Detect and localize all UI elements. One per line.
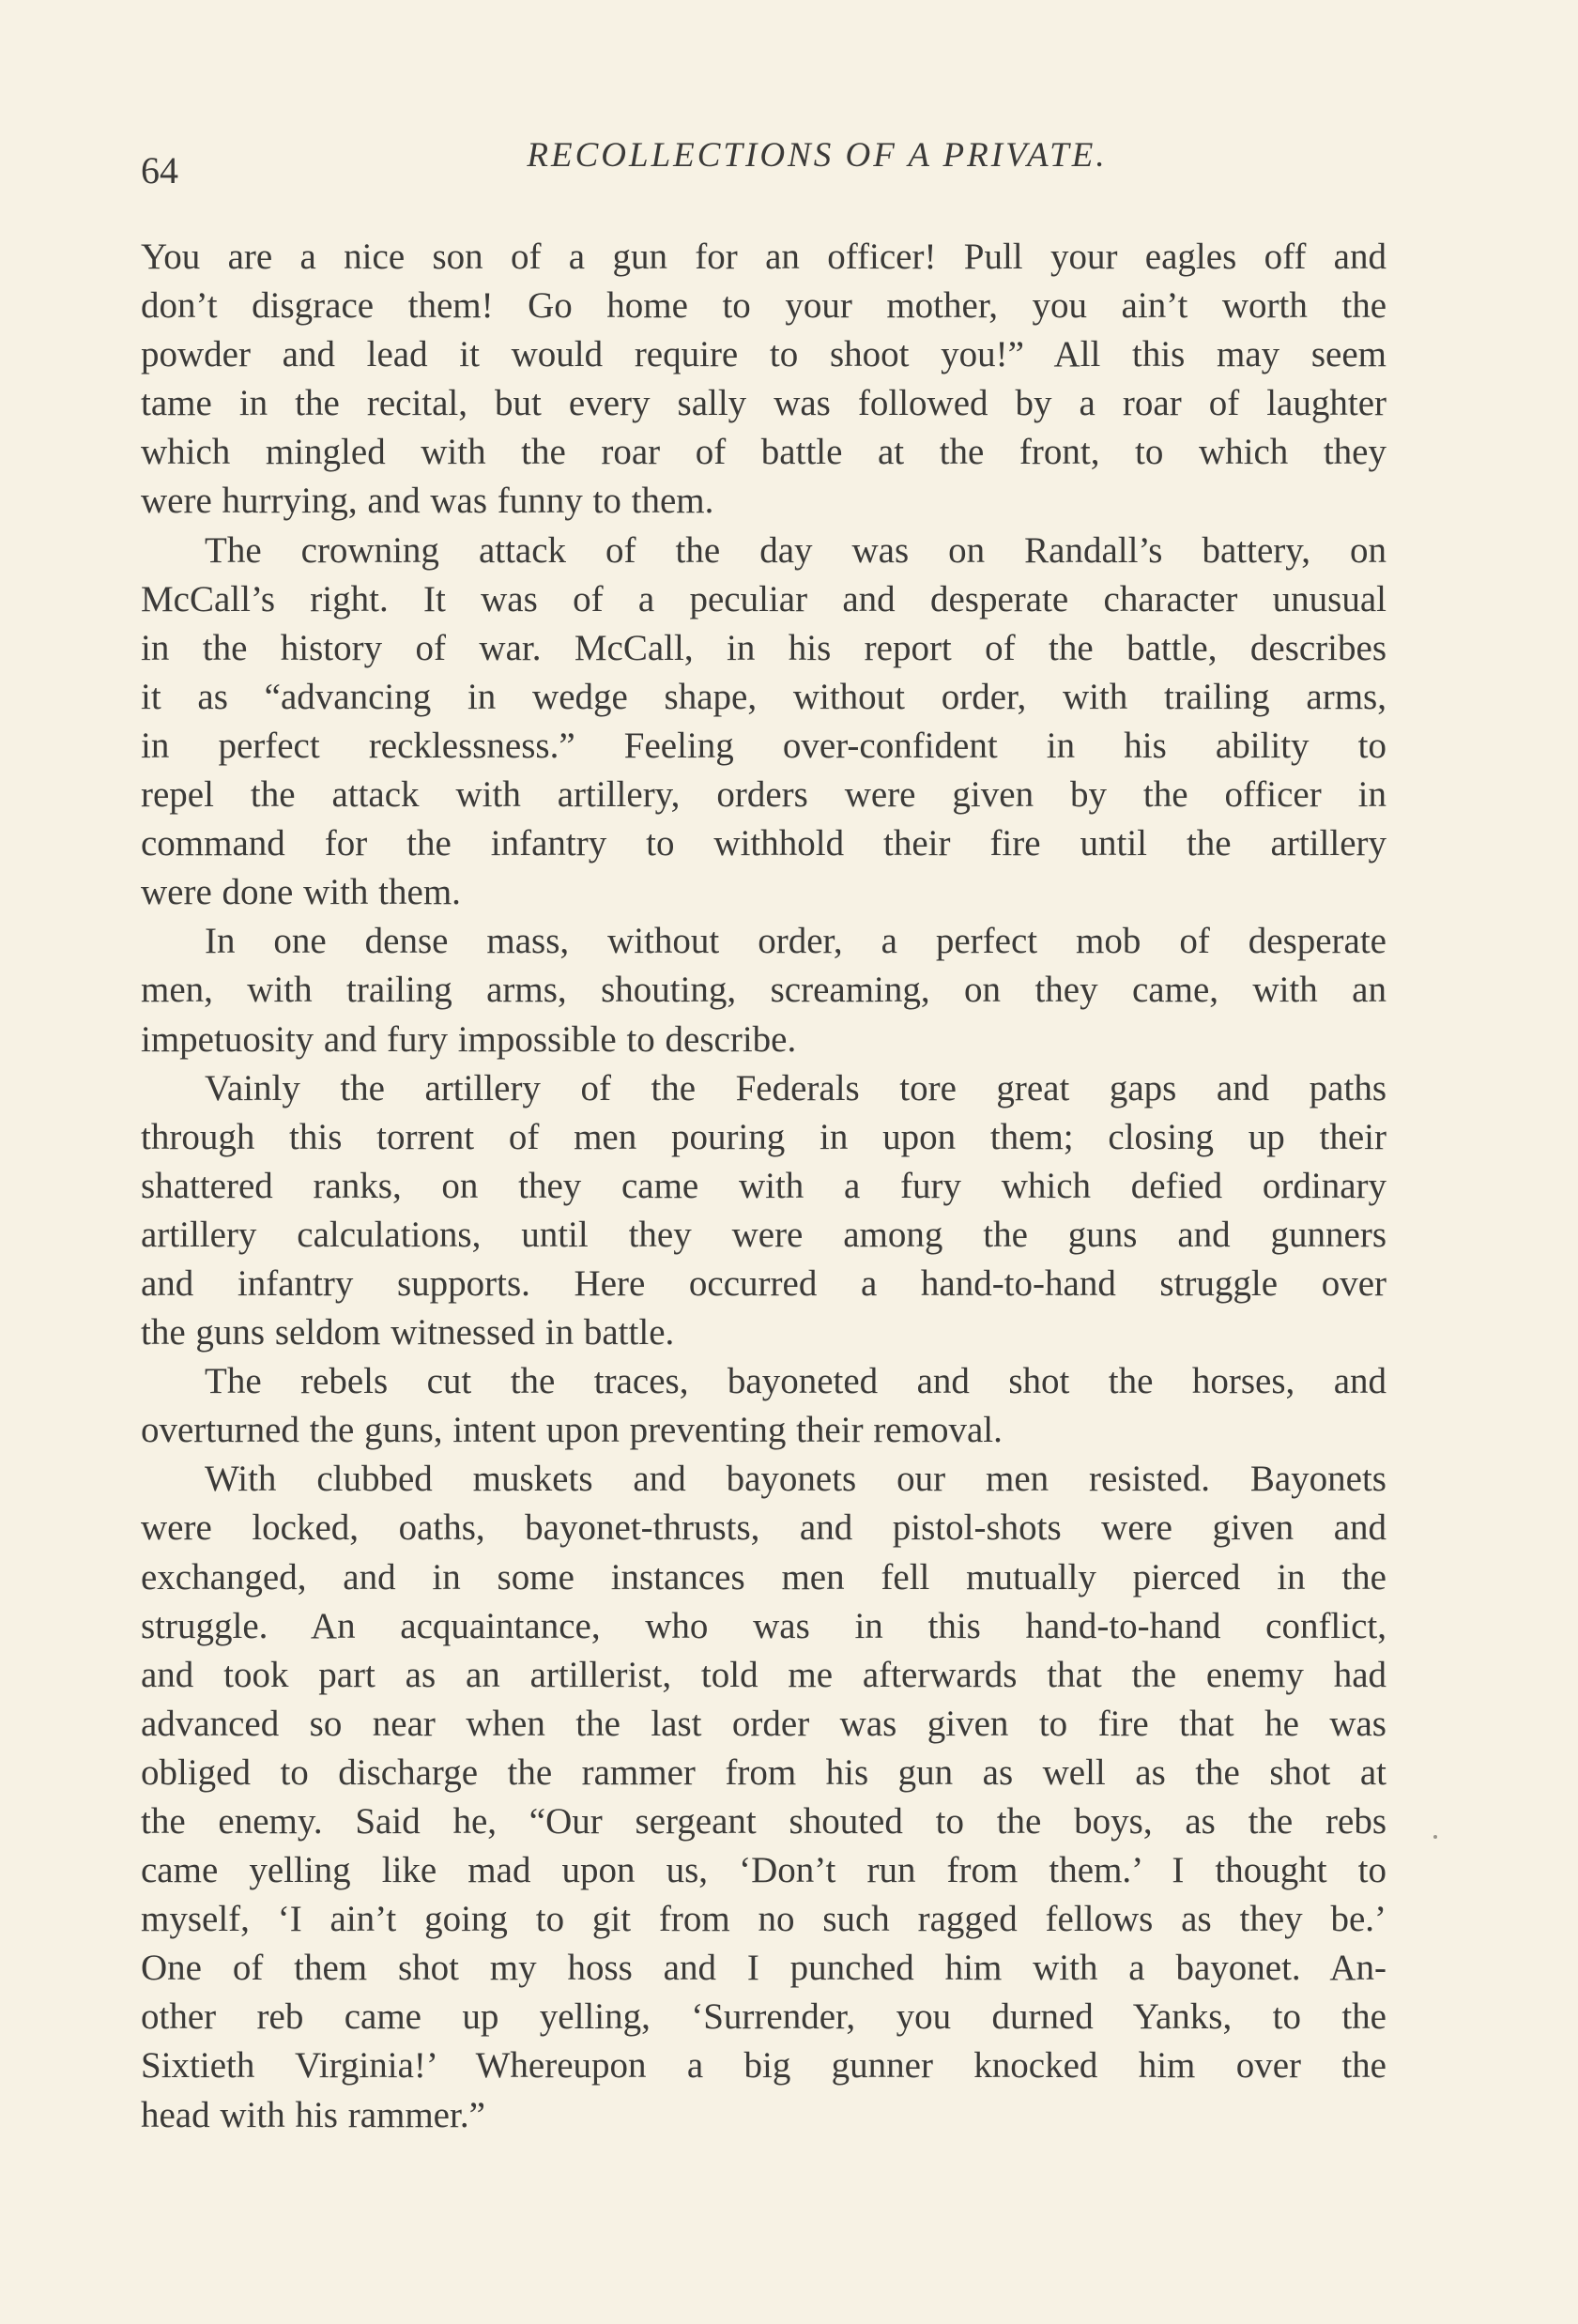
text-line: Sixtieth Virginia!’ Whereupon a big gunner knocked him over the (141, 2045, 1386, 2087)
text-line: Vainly the artillery of the Federals tore great gaps and paths (205, 1067, 1386, 1108)
page-number: 64 (141, 149, 178, 191)
text-line: The crowning attack of the day was on Randall’s battery, on (205, 529, 1386, 571)
text-line: were hurrying, and was funny to them. (141, 481, 714, 522)
paragraph (141, 1455, 1386, 2139)
text-line: head with his rammer.” (141, 2094, 485, 2135)
text-line: came yelling like mad upon us, ‘Don’t run from them.’ I thought to (141, 1850, 1386, 1891)
text-line: impetuosity and fury impossible to describe. (141, 1018, 797, 1060)
text-line: men, with trailing arms, shouting, screaming, on they came, with an (141, 970, 1386, 1011)
text-line: and infantry supports. Here occurred a hand-to-hand struggle over (141, 1262, 1386, 1304)
text-line: artillery calculations, until they were among the guns and gunners (141, 1214, 1386, 1255)
text-line: and took part as an artillerist, told me afterwards that the enemy had (141, 1654, 1386, 1695)
text-line: The rebels cut the traces, bayoneted and shot the horses, and (205, 1361, 1386, 1402)
text-line: advanced so near when the last order was given to fire that he was (141, 1703, 1386, 1744)
text-line: other reb came up yelling, ‘Surrender, you durned Yanks, to the (141, 1996, 1386, 2038)
text-line: in the history of war. McCall, in his report of the battle, describes (141, 627, 1386, 668)
text-line: the enemy. Said he, “Our sergeant shouted to the boys, as the rebs (141, 1801, 1386, 1842)
text-line: command for the infantry to withhold their fire until the artillery (141, 823, 1386, 864)
body-text (141, 233, 1386, 2140)
text-line: shattered ranks, on they came with a fury which defied ordinary (141, 1165, 1386, 1206)
paragraph (141, 1357, 1386, 1455)
text-line: it as “advancing in wedge shape, without order, with trailing arms, (141, 676, 1386, 717)
text-line: exchanged, and in some instances men fell mutually pierced in the (141, 1556, 1386, 1598)
text-line: don’t disgrace them! Go home to your mother, you ain’t worth the (141, 285, 1386, 327)
text-line: McCall’s right. It was of a peculiar and desperate character unusual (141, 578, 1386, 619)
paragraph (141, 233, 1386, 527)
text-line: In one dense mass, without order, a perfect mob of desperate (205, 921, 1386, 962)
text-line: With clubbed muskets and bayonets our men resisted. Bayonets (205, 1459, 1386, 1500)
text-line: were done with them. (141, 872, 461, 913)
paragraph (141, 1064, 1386, 1358)
paragraph (141, 527, 1386, 918)
running-head: RECOLLECTIONS OF A PRIVATE. (527, 136, 1108, 175)
text-line: in perfect recklessness.” Feeling over-confident in his ability to (141, 725, 1386, 766)
text-line: repel the attack with artillery, orders were given by the officer in (141, 774, 1386, 816)
text-line: obliged to discharge the rammer from his gun as well as the shot at (141, 1751, 1386, 1793)
text-line: myself, ‘I ain’t going to git from no such ragged fellows as they be.’ (141, 1899, 1386, 1940)
text-line: powder and lead it would require to shoot you!” All this may seem (141, 334, 1386, 375)
text-line: tame in the recital, but every sally was followed by a roar of laughter (141, 383, 1386, 424)
text-line: overturned the guns, intent upon preventing their removal. (141, 1410, 1003, 1451)
paragraph (141, 917, 1386, 1063)
text-line: the guns seldom witnessed in battle. (141, 1312, 675, 1353)
text-line: struggle. An acquaintance, who was in this hand-to-hand conflict, (141, 1605, 1386, 1646)
text-line: which mingled with the roar of battle at the front, to which they (141, 432, 1386, 473)
text-line: One of them shot my hoss and I punched him with a bayonet. An- (141, 1948, 1386, 1989)
speck (1433, 1835, 1437, 1839)
text-line: You are a nice son of a gun for an officer! Pull your eagles off and (141, 237, 1386, 277)
text-line: were locked, oaths, bayonet-thrusts, and pistol-shots were given and (141, 1507, 1386, 1549)
text-line: through this torrent of men pouring in upon them; closing up their (141, 1116, 1386, 1157)
